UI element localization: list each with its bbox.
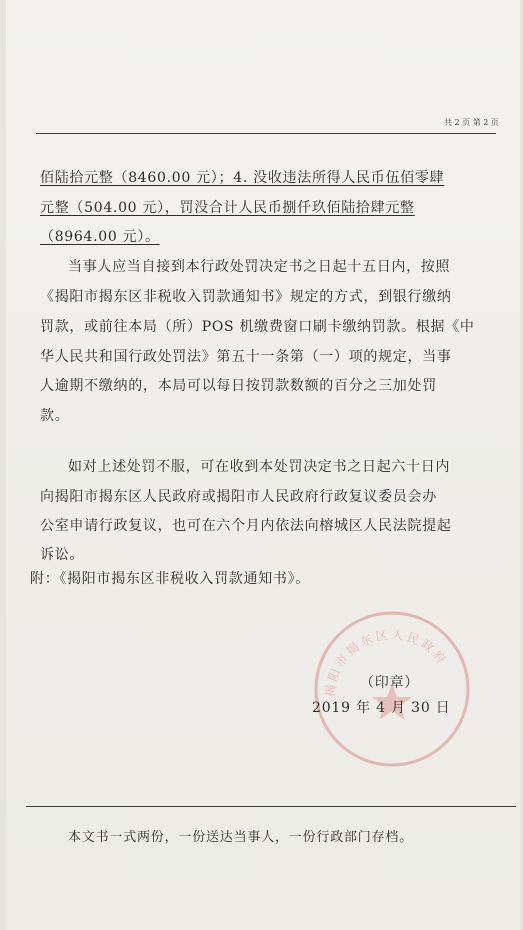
para3-line-4: 诉讼。 <box>40 547 85 563</box>
para3-line-3: 公室申请行政复议，也可在六个月内依法向榕城区人民法院提起 <box>40 518 452 534</box>
para2-line-6: 款。 <box>40 408 70 424</box>
para3-line-1: 如对上述处罚不服，可在收到本处罚决定书之日起六十日内 <box>68 459 451 475</box>
para2-line-5: 人逾期不缴纳的，本局可以每日按罚款数额的百分之三加处罚 <box>40 378 437 394</box>
attachment-line: 附：《揭阳市揭东区非税收入罚款通知书》。 <box>30 571 310 587</box>
para1-line-3: （8964.00 元）。 <box>40 229 160 245</box>
document-page <box>6 0 520 930</box>
para2-line-4: 华人民共和国行政处罚法》第五十一条第（一）项的规定，当事 <box>40 349 452 365</box>
decision-date: 2019 年 4 月 30 日 <box>312 700 451 716</box>
para3-line-2: 向揭阳市揭东区人民政府或揭阳市人民政府行政复议委员会办 <box>40 489 437 505</box>
para2-line-1: 当事人应当自接到本行政处罚决定书之日起十五日内，按照 <box>68 259 451 275</box>
svg-text:揭阳市揭东区人民政府: 揭阳市揭东区人民政府 <box>322 627 451 698</box>
page-indicator: 共 2 页 第 2 页 <box>444 118 499 127</box>
footer-note: 本文书一式两份，一份送达当事人，一份行政部门存档。 <box>68 830 414 845</box>
seal-label: （印章） <box>360 675 420 691</box>
para2-line-3: 罚款，或前往本局（所）POS 机缴费窗口刷卡缴纳罚款。根据《中 <box>40 319 475 335</box>
header-rule <box>36 133 496 134</box>
footer-rule <box>26 806 516 807</box>
para1-line-1: 佰陆拾元整（8460.00 元）；4. 没收违法所得人民币伍佰零肆 <box>40 170 445 186</box>
para2-line-2: 《揭阳市揭东区非税收入罚款通知书》规定的方式，到银行缴纳 <box>40 289 452 305</box>
para1-line-2: 元整（504.00 元），罚没合计人民币捌仟玖佰陆拾肆元整 <box>40 200 415 216</box>
